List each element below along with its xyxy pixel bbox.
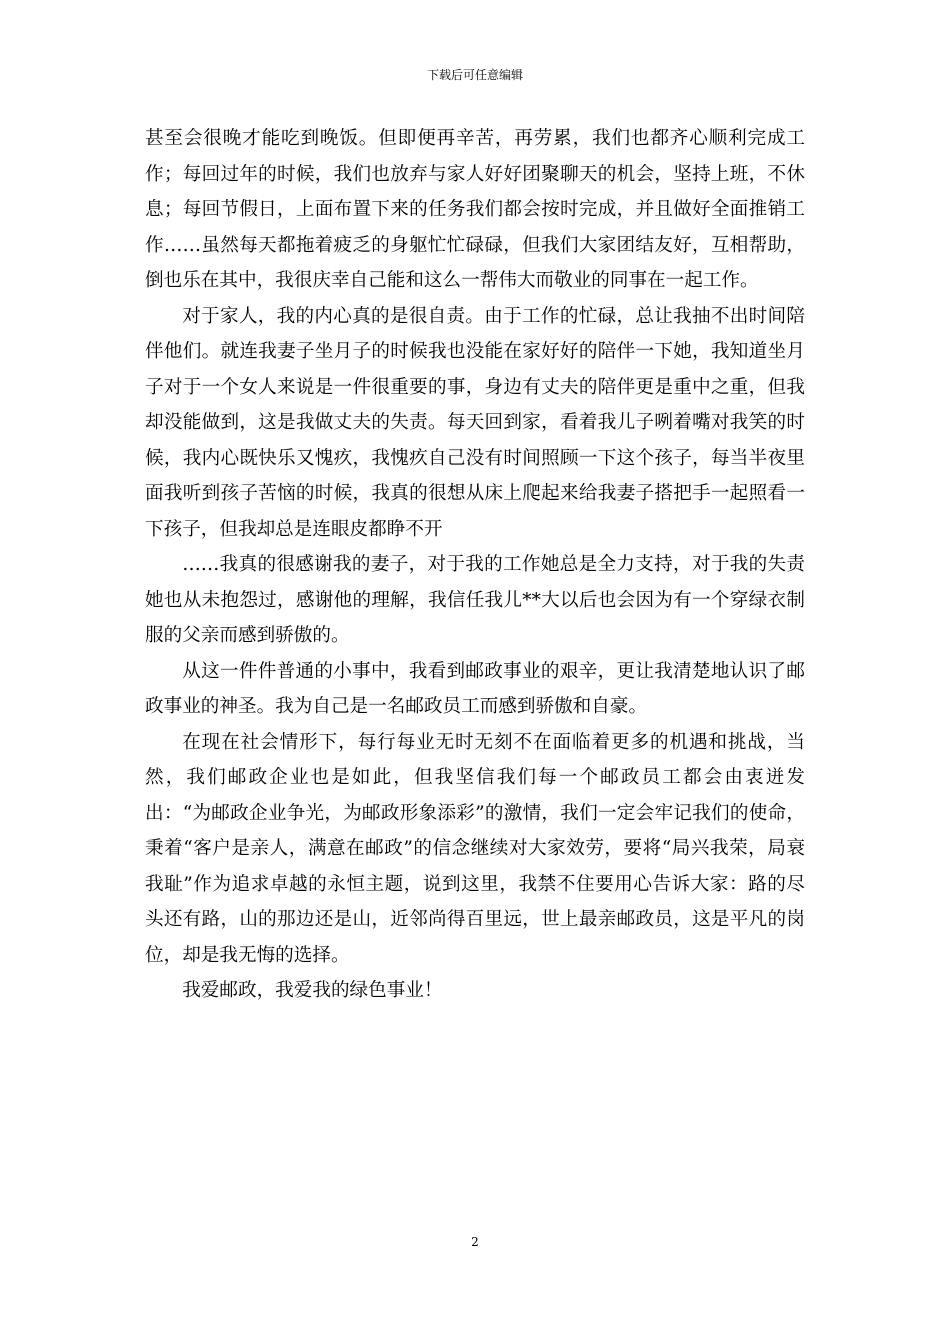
paragraph-postal-career: 从这一件件普通的小事中，我看到邮政事业的艰辛，更让我清楚地认识了邮政事业的神圣。我为自己是一名邮政员工而感到骄傲和自豪。 [145,660,805,717]
page-header: 下载后可任意编辑 [426,68,523,82]
paragraph-family: 对于家人，我的内心真的是很自责。由于工作的忙碌，总让我抽不出时间陪伴他们。就连我妻子坐月子的时候我也没能在家好好的陪伴一下她，我知道坐月子对于一个女人来说是一件很重要的事，身边有丈夫的陪伴更是重中之重，但我却没能做到，这是我做丈夫的失责。每天回到家，看着我儿子咧着嘴对我笑的时候，我内心既快乐又愧疚，我愧疚自己没有时间照顾一下这个孩子，每当半夜里面我听到孩子苦恼的时候，我真的很想从床上爬起来给我妻子搭把手一起照看一下孩子，但我却总是连眼皮都睁不开 [145,305,805,540]
document-body [145,121,805,1009]
page-number: 2 [471,1235,479,1249]
paragraph-society: 在现在社会情形下，每行每业无时无刻不在面临着更多的机遇和挑战，当然，我们邮政企业也是如此，但我坚信我们每一个邮政员工都会由衷迸发出：“为邮政企业争光，为邮政形象添彩”的激情，我们一定会牢记我们的使命，秉着“客户是亲人，满意在邮政”的信念继续对大家效劳，要将“局兴我荣，局衰我耻”作为追求卓越的永恒主题，说到这里，我禁不住要用心告诉大家：路的尽头还有路，山的那边还是山，近邻尚得百里远，世上最亲邮政员，这是平凡的岗位，却是我无悔的选择。 [145,731,805,966]
paragraph-wife-thanks: ……我真的很感谢我的妻子，对于我的工作她总是全力支持，对于我的失责她也从未抱怨过，感谢他的理解，我信任我儿**大以后也会因为有一个穿绿衣制服的父亲而感到骄傲的。 [145,554,805,646]
paragraph-closing: 我爱邮政，我爱我的绿色事业！ [182,980,443,1001]
paragraph-continued: 甚至会很晚才能吃到晚饭。但即便再辛苦，再劳累，我们也都齐心顺利完成工作；每回过年的时候，我们也放弃与家人好好团聚聊天的机会，坚持上班，不休息；每回节假日，上面布置下来的任务我们都会按时完成，并且做好全面推销工作……虽然每天都拖着疲乏的身躯忙忙碌碌，但我们大家团结友好，互相帮助，倒也乐在其中，我很庆幸自己能和这么一帮伟大而敬业的同事在一起工作。 [145,128,805,291]
